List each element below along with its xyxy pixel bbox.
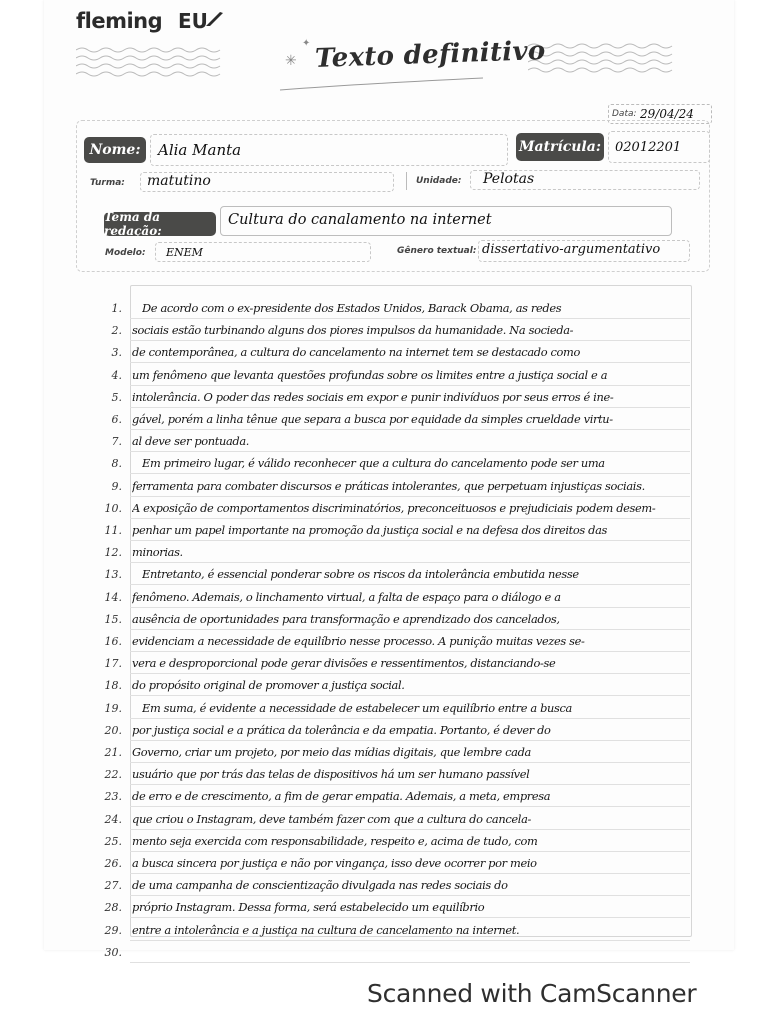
scanner-watermark: Scanned with CamScanner — [367, 979, 697, 1008]
turma-label: Turma: — [90, 178, 125, 188]
tema-label: Tema da redação: — [104, 212, 216, 236]
line-number: 16. — [104, 635, 122, 648]
ruled-line — [130, 651, 690, 652]
nome-value: Alia Manta — [158, 141, 242, 159]
unidade-value: Pelotas — [483, 171, 535, 187]
turma-value: matutino — [147, 173, 211, 189]
line-number: 27. — [104, 879, 122, 893]
essay-line: próprio Instagram. Dessa forma, será estabelecido um equilíbrio — [132, 900, 485, 915]
date-value: 29/04/24 — [640, 107, 694, 121]
ruled-line — [130, 784, 690, 785]
field-divider — [406, 172, 407, 190]
ruled-line — [130, 829, 690, 830]
essay-line: do propósito original de promover a justiça social. — [132, 678, 405, 693]
line-number: 13. — [104, 568, 122, 582]
ruled-line — [130, 917, 690, 918]
line-number: 14. — [104, 590, 122, 604]
line-number: 12. — [104, 546, 122, 560]
ruled-line — [130, 718, 690, 719]
ruled-line — [130, 451, 690, 452]
essay-line: a busca sincera por justiça e não por vingança, isso deve ocorrer por meio — [132, 856, 537, 870]
essay-line: ausência de oportunidades para transformação e aprendizado dos cancelados, — [132, 611, 560, 626]
genero-value: dissertativo-argumentativo — [482, 242, 661, 257]
line-number: 17. — [104, 657, 122, 671]
essay-line: intolerância. O poder das redes sociais em expor e punir indivíduos por seus erros é ine- — [132, 389, 614, 404]
modelo-label: Modelo: — [105, 248, 146, 258]
ruled-line — [130, 607, 690, 608]
ruled-line — [130, 851, 690, 852]
essay-line: Governo, criar um projeto, por meio das mídias digitais, que lembre cada — [132, 745, 531, 759]
ruled-line — [130, 407, 690, 408]
essay-line: usuário que por trás das telas de dispositivos há um ser humano passível — [132, 767, 530, 782]
ruled-line — [130, 429, 690, 430]
essay-line: por justiça social e a prática da tolerância e da empatia. Portanto, é dever do — [132, 722, 551, 737]
line-number: 24. — [104, 812, 122, 826]
ruled-line — [130, 584, 690, 585]
line-number: 30. — [104, 945, 122, 959]
ruled-line — [130, 540, 690, 541]
line-number: 4. — [111, 368, 122, 382]
ruled-line — [130, 873, 690, 874]
modelo-value: ENEM — [166, 246, 203, 259]
ruled-line — [130, 762, 690, 763]
essay-line: minorias. — [132, 545, 183, 560]
essay-line: um fenômeno que levanta questões profundas sobre os limites entre a justiça social e a — [132, 367, 608, 382]
essay-line: A exposição de comportamentos discriminatórios, preconceituosos e prejudiciais podem desem- — [132, 500, 656, 515]
essay-line: de erro e de crescimento, a fim de gerar empatia. Ademais, a meta, empresa — [132, 789, 551, 804]
ruled-line — [130, 318, 690, 319]
title-underline — [278, 72, 488, 96]
matricula-label: Matrícula: — [516, 133, 604, 161]
brand-suffix: EU — [178, 9, 208, 33]
essay-line: gável, porém a linha tênue que separa a busca por equidade da simples crueldade virtu- — [132, 412, 613, 426]
ruled-line — [130, 473, 690, 474]
line-number: 20. — [104, 723, 122, 737]
line-number: 23. — [104, 790, 122, 804]
decorative-waves-left — [76, 44, 226, 84]
essay-line: De acordo com o ex-presidente dos Estados Unidos, Barack Obama, as redes — [142, 301, 562, 315]
essay-line: que criou o Instagram, deve também fazer com que a cultura do cancela- — [132, 811, 532, 826]
pen-icon — [204, 10, 224, 28]
ruled-line — [130, 673, 690, 674]
line-number: 9. — [111, 479, 122, 493]
essay-line: Em primeiro lugar, é válido reconhecer que a cultura do cancelamento pode ser uma — [142, 456, 605, 471]
line-number: 1. — [111, 302, 122, 315]
ruled-line — [130, 695, 690, 696]
line-number: 11. — [104, 524, 122, 537]
line-number: 26. — [104, 857, 122, 870]
ruled-line — [130, 340, 690, 341]
matricula-value: 02012201 — [615, 140, 682, 155]
ruled-line — [130, 940, 690, 941]
page-title: Texto definitivo — [314, 35, 546, 75]
line-number: 6. — [111, 413, 122, 426]
ruled-line — [130, 740, 690, 741]
date-label: Data: — [612, 109, 637, 119]
ruled-line — [130, 562, 690, 563]
sparkle-icon: ✳ — [285, 52, 297, 68]
line-number: 8. — [111, 457, 122, 471]
line-number: 19. — [104, 701, 122, 715]
line-number: 5. — [111, 390, 122, 404]
ruled-line — [130, 362, 690, 363]
essay-line: entre a intolerância e a justiça na cultura de cancelamento na internet. — [132, 922, 520, 937]
genero-label: Gênero textual: — [397, 246, 477, 256]
essay-line: al deve ser pontuada. — [132, 434, 250, 449]
essay-line: de contemporânea, a cultura do cancelamento na internet tem se destacado como — [132, 345, 580, 360]
ruled-line — [130, 806, 690, 807]
line-number: 10. — [104, 501, 122, 515]
line-number: 29. — [104, 923, 122, 937]
line-number: 2. — [111, 324, 122, 338]
line-number: 3. — [111, 346, 122, 360]
decorative-waves-right — [528, 40, 678, 80]
essay-line: penhar um papel importante na promoção da justiça social e na defesa dos direitos das — [132, 523, 608, 537]
essay-line: evidenciam a necessidade de equilíbrio nesse processo. A punição muitas vezes se- — [132, 634, 585, 648]
essay-line: ferramenta para combater discursos e práticas intolerantes, que perpetuam injustiças sociais. — [132, 478, 645, 493]
line-number: 28. — [104, 901, 122, 915]
ruled-line — [130, 496, 690, 497]
essay-line: Entretanto, é essencial ponderar sobre os riscos da intolerância embutida nesse — [142, 567, 579, 582]
line-number: 21. — [104, 746, 122, 759]
ruled-line — [130, 629, 690, 630]
essay-line: Em suma, é evidente a necessidade de estabelecer um equilíbrio entre a busca — [142, 700, 572, 715]
essay-line: sociais estão turbinando alguns dos piores impulsos da humanidade. Na socieda- — [132, 323, 574, 338]
ruled-line — [130, 518, 690, 519]
brand-logo: fleming — [76, 9, 163, 33]
sparkle-small-icon: ✦ — [302, 38, 311, 49]
essay-line: mento seja exercida com responsabilidade, respeito e, acima de tudo, com — [132, 833, 538, 848]
unidade-label: Unidade: — [416, 176, 462, 186]
line-number: 7. — [111, 435, 122, 449]
tema-value: Cultura do canalamento na internet — [228, 212, 492, 228]
ruled-line — [130, 385, 690, 386]
essay-line: de uma campanha de conscientização divulgada nas redes sociais do — [132, 878, 508, 893]
essay-line: vera e desproporcional pode gerar divisões e ressentimentos, distanciando-se — [132, 656, 556, 671]
nome-label: Nome: — [84, 137, 146, 163]
essay-line: fenômeno. Ademais, o linchamento virtual, a falta de espaço para o diálogo e a — [132, 589, 561, 604]
ruled-line — [130, 962, 690, 963]
line-number: 25. — [104, 834, 122, 848]
line-number: 22. — [104, 768, 122, 782]
line-number: 18. — [104, 679, 122, 693]
ruled-line — [130, 895, 690, 896]
line-number: 15. — [104, 612, 122, 626]
